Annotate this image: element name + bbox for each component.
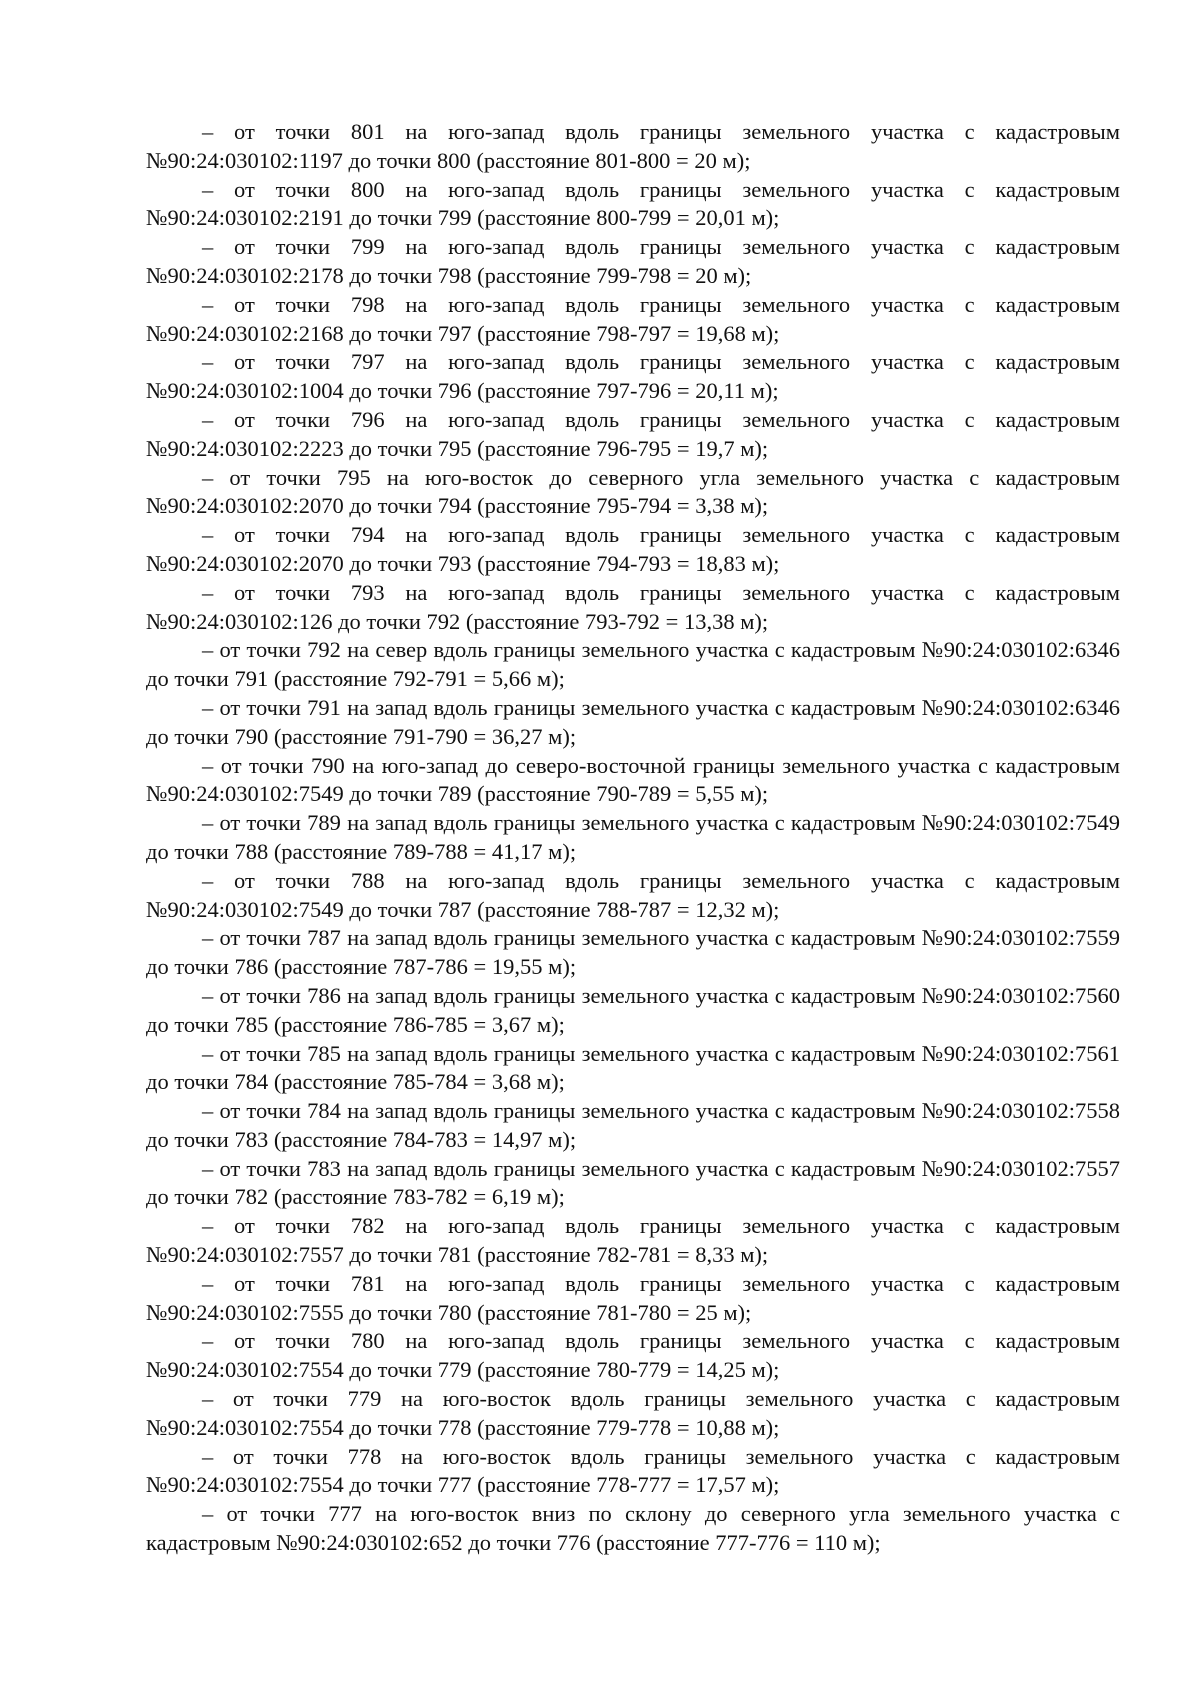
paragraph-798-797: – от точки 798 на юго-запад вдоль границы земельного участка с кадастровым №90:24:030102:2168 до точки 797 (расстояние 798-797 = 19,68 м); — [146, 291, 1120, 346]
paragraph-788-787: – от точки 788 на юго-запад вдоль границы земельного участка с кадастровым №90:24:030102:7549 до точки 787 (расстояние 788-787 = 12,32 м); — [146, 867, 1120, 922]
document-page — [146, 118, 1120, 1558]
paragraph-782-781: – от точки 782 на юго-запад вдоль границы земельного участка с кадастровым №90:24:030102:7557 до точки 781 (расстояние 782-781 = 8,33 м); — [146, 1213, 1120, 1268]
paragraph-797-796: – от точки 797 на юго-запад вдоль границы земельного участка с кадастровым №90:24:030102:1004 до точки 796 (расстояние 797-796 = 20,11 м); — [146, 349, 1120, 404]
paragraph-787-786: – от точки 787 на запад вдоль границы земельного участка с кадастровым №90:24:030102:7559 до точки 786 (расстояние 787-786 = 19,55 м); — [146, 925, 1120, 980]
paragraph-784-783: – от точки 784 на запад вдоль границы земельного участка с кадастровым №90:24:030102:7558 до точки 783 (расстояние 784-783 = 14,97 м); — [146, 1098, 1120, 1152]
paragraph-778-777: – от точки 778 на юго-восток вдоль границы земельного участка с кадастровым №90:24:030102:7554 до точки 777 (расстояние 778-777 = 17,57 м); — [146, 1443, 1120, 1498]
paragraph-785-784: – от точки 785 на запад вдоль границы земельного участка с кадастровым №90:24:030102:7561 до точки 784 (расстояние 785-784 = 3,68 м); — [146, 1040, 1120, 1095]
paragraph-792-791: – от точки 792 на север вдоль границы земельного участка с кадастровым №90:24:030102:6346 до точки 791 (расстояние 792-791 = 5,66 м); — [146, 637, 1120, 692]
paragraph-796-795: – от точки 796 на юго-запад вдоль границы земельного участка с кадастровым №90:24:030102:2223 до точки 795 (расстояние 796-795 = 19,7 м); — [146, 406, 1120, 461]
paragraph-789-788: – от точки 789 на запад вдоль границы земельного участка с кадастровым №90:24:030102:7549 до точки 788 (расстояние 789-788 = 41,17 м); — [146, 810, 1120, 864]
paragraph-801-800: – от точки 801 на юго-запад вдоль границы земельного участка с кадастровым №90:24:030102:1197 до точки 800 (расстояние 801-800 = 20 м); — [146, 119, 1120, 173]
paragraph-799-798: – от точки 799 на юго-запад вдоль границы земельного участка с кадастровым №90:24:030102:2178 до точки 798 (расстояние 799-798 = 20 м); — [146, 234, 1120, 288]
paragraph-800-799: – от точки 800 на юго-запад вдоль границы земельного участка с кадастровым №90:24:030102:2191 до точки 799 (расстояние 800-799 = 20,01 м); — [146, 176, 1120, 231]
paragraph-780-779: – от точки 780 на юго-запад вдоль границы земельного участка с кадастровым №90:24:030102:7554 до точки 779 (расстояние 780-779 = 14,25 м); — [146, 1328, 1120, 1383]
paragraph-790-789: – от точки 790 на юго-запад до северо-восточной границы земельного участка с кадастровым №90:24:030102:7549 до точки 789 (расстояние 790-789 = 5,55 м); — [146, 752, 1120, 807]
paragraph-781-780: – от точки 781 на юго-запад вдоль границы земельного участка с кадастровым №90:24:030102:7555 до точки 780 (расстояние 781-780 = 25 м); — [146, 1270, 1120, 1325]
paragraph-783-782: – от точки 783 на запад вдоль границы земельного участка с кадастровым №90:24:030102:7557 до точки 782 (расстояние 783-782 = 6,19 м); — [146, 1155, 1120, 1210]
paragraph-794-793: – от точки 794 на юго-запад вдоль границы земельного участка с кадастровым №90:24:030102:2070 до точки 793 (расстояние 794-793 = 18,83 м); — [146, 522, 1120, 576]
paragraph-791-790: – от точки 791 на запад вдоль границы земельного участка с кадастровым №90:24:030102:6346 до точки 790 (расстояние 791-790 = 36,27 м); — [146, 694, 1120, 749]
paragraph-777-776: – от точки 777 на юго-восток вниз по склону до северного угла земельного участка с кадастровым №90:24:030102:652 до точки 776 (расстояние 777-776 = 110 м); — [146, 1501, 1120, 1556]
paragraph-786-785: – от точки 786 на запад вдоль границы земельного участка с кадастровым №90:24:030102:7560 до точки 785 (расстояние 786-785 = 3,67 м); — [146, 982, 1120, 1037]
paragraph-795-794: – от точки 795 на юго-восток до северного угла земельного участка с кадастровым №90:24:030102:2070 до точки 794 (расстояние 795-794 = 3,38 м); — [146, 464, 1120, 519]
paragraph-793-792: – от точки 793 на юго-запад вдоль границы земельного участка с кадастровым №90:24:030102:126 до точки 792 (расстояние 793-792 = 13,38 м); — [146, 579, 1120, 634]
paragraph-779-778: – от точки 779 на юго-восток вдоль границы земельного участка с кадастровым №90:24:030102:7554 до точки 778 (расстояние 779-778 = 10,88 м); — [146, 1386, 1120, 1440]
